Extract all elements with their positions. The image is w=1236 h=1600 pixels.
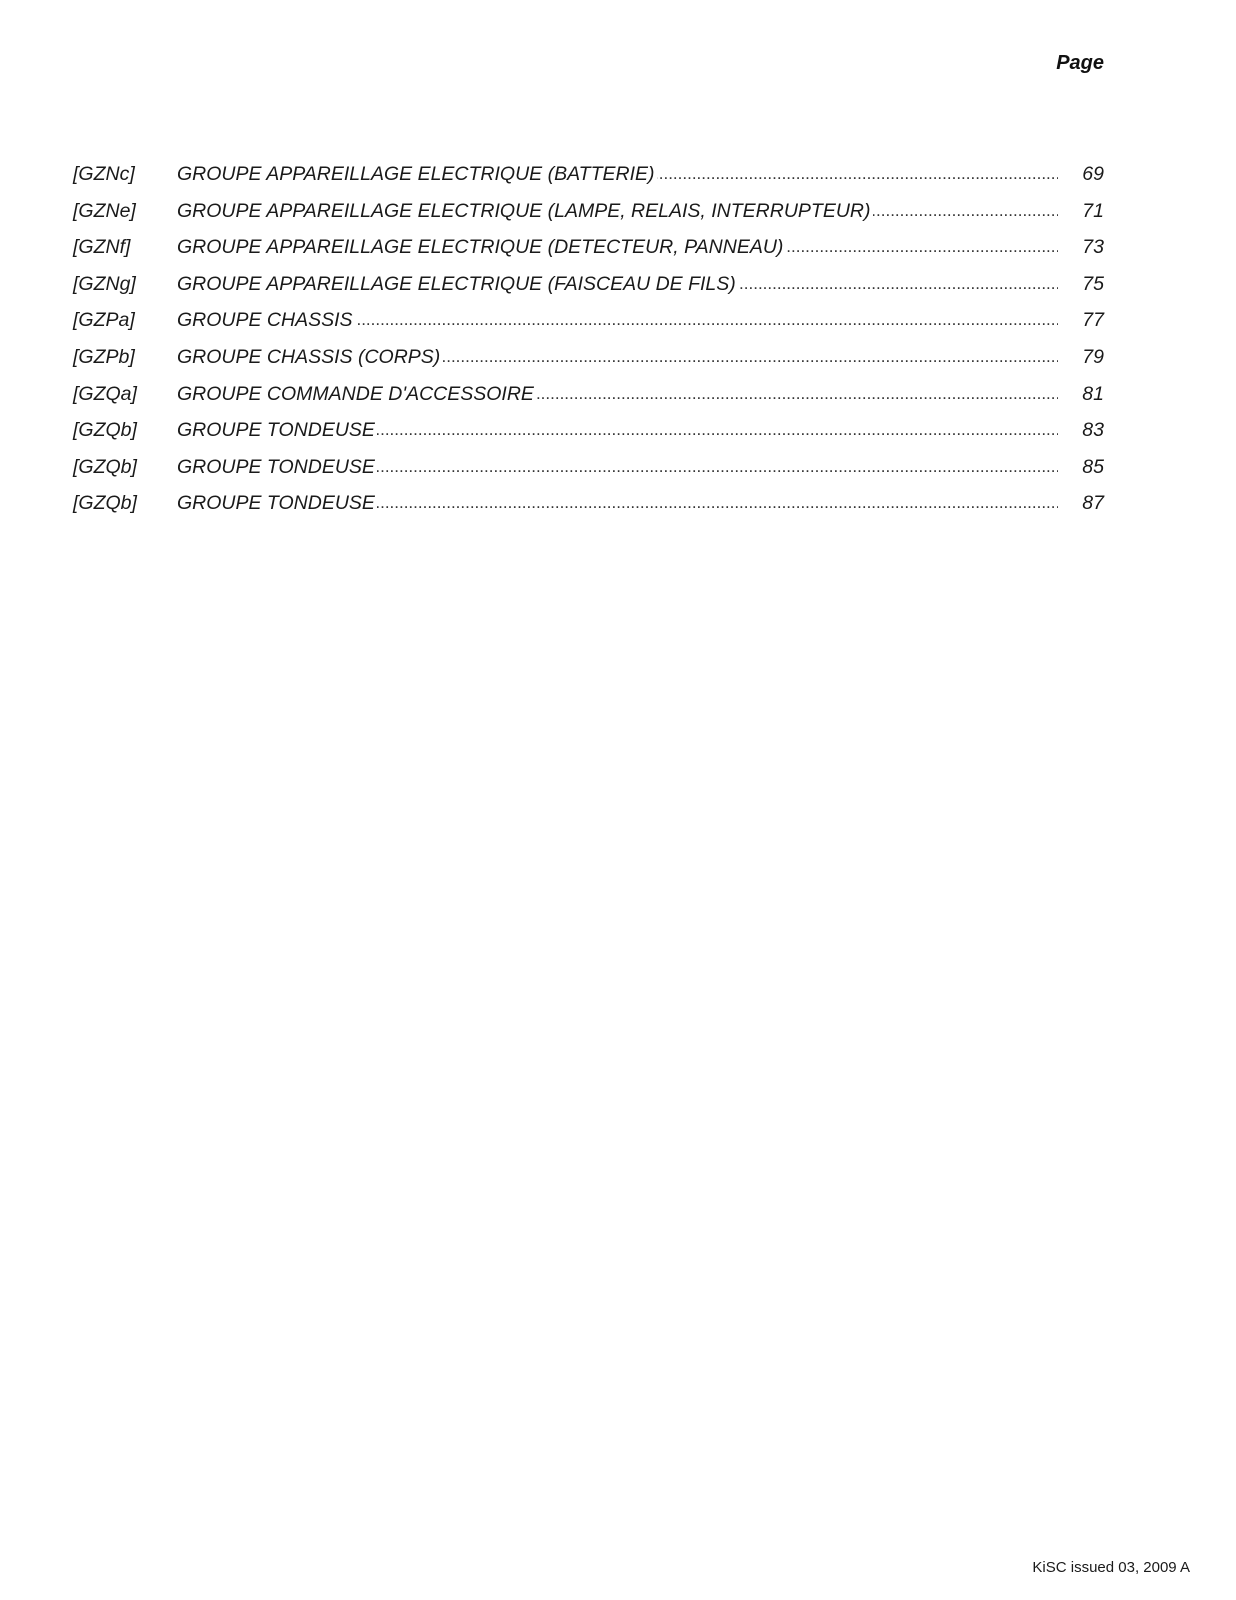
toc-entry-title: GROUPE TONDEUSE ..... [177, 416, 1058, 444]
toc-entry-code: [GZPb] [73, 345, 135, 368]
footer-issue-text: KiSC issued 03, 2009 A [1032, 1559, 1190, 1576]
toc-entry-code: [GZPa] [73, 309, 135, 332]
toc-entry-page: 79 [1082, 345, 1104, 368]
toc-entry-title: GROUPE APPAREILLAGE ELECTRIQUE (DETECTEUR, PANNEAU) ..... [177, 233, 1058, 261]
table-of-contents [73, 160, 1104, 526]
toc-entry-page: 85 [1082, 455, 1104, 478]
toc-entry[interactable] [73, 197, 1104, 234]
toc-entry-page: 77 [1082, 309, 1104, 332]
toc-entry-title: GROUPE COMMANDE D'ACCESSOIRE ..... [177, 380, 1058, 408]
toc-entry-page: 75 [1082, 272, 1104, 295]
toc-entry-code: [GZQa] [73, 382, 137, 405]
toc-entry[interactable] [73, 489, 1104, 526]
toc-entry[interactable] [73, 160, 1104, 197]
toc-entry-title: GROUPE APPAREILLAGE ELECTRIQUE (BATTERIE) ..... [177, 160, 1058, 188]
toc-entry-code: [GZQb] [73, 455, 137, 478]
toc-entry[interactable] [73, 380, 1104, 417]
toc-entry-title: GROUPE TONDEUSE ..... [177, 489, 1058, 517]
toc-entry-code: [GZNg] [73, 272, 136, 295]
toc-entry-title: GROUPE CHASSIS ..... [177, 306, 1058, 334]
toc-entry-title: GROUPE APPAREILLAGE ELECTRIQUE (LAMPE, RELAIS, INTERRUPTEUR) ..... [177, 197, 1058, 225]
toc-entry[interactable] [73, 233, 1104, 270]
toc-entry-page: 69 [1082, 163, 1104, 185]
toc-entry-page: 81 [1082, 382, 1104, 405]
toc-entry-code: [GZNf] [73, 236, 131, 259]
toc-entry[interactable] [73, 270, 1104, 307]
toc-entry-page: 87 [1082, 492, 1104, 515]
toc-entry-title: GROUPE APPAREILLAGE ELECTRIQUE (FAISCEAU DE FILS) ..... [177, 270, 1058, 298]
page-heading: Page [1056, 52, 1104, 74]
toc-entry[interactable] [73, 453, 1104, 490]
toc-entry[interactable] [73, 343, 1104, 380]
toc-entry-title: GROUPE TONDEUSE ..... [177, 453, 1058, 481]
toc-entry-code: [GZQb] [73, 419, 137, 442]
toc-entry-page: 83 [1082, 419, 1104, 442]
toc-entry[interactable] [73, 306, 1104, 343]
toc-entry-page: 71 [1082, 199, 1104, 222]
toc-entry-title: GROUPE CHASSIS (CORPS) ..... [177, 343, 1058, 371]
toc-entry-code: [GZNc] [73, 163, 135, 185]
toc-entry-code: [GZNe] [73, 199, 136, 222]
toc-entry[interactable] [73, 416, 1104, 453]
toc-entry-page: 73 [1082, 236, 1104, 259]
toc-entry-code: [GZQb] [73, 492, 137, 515]
